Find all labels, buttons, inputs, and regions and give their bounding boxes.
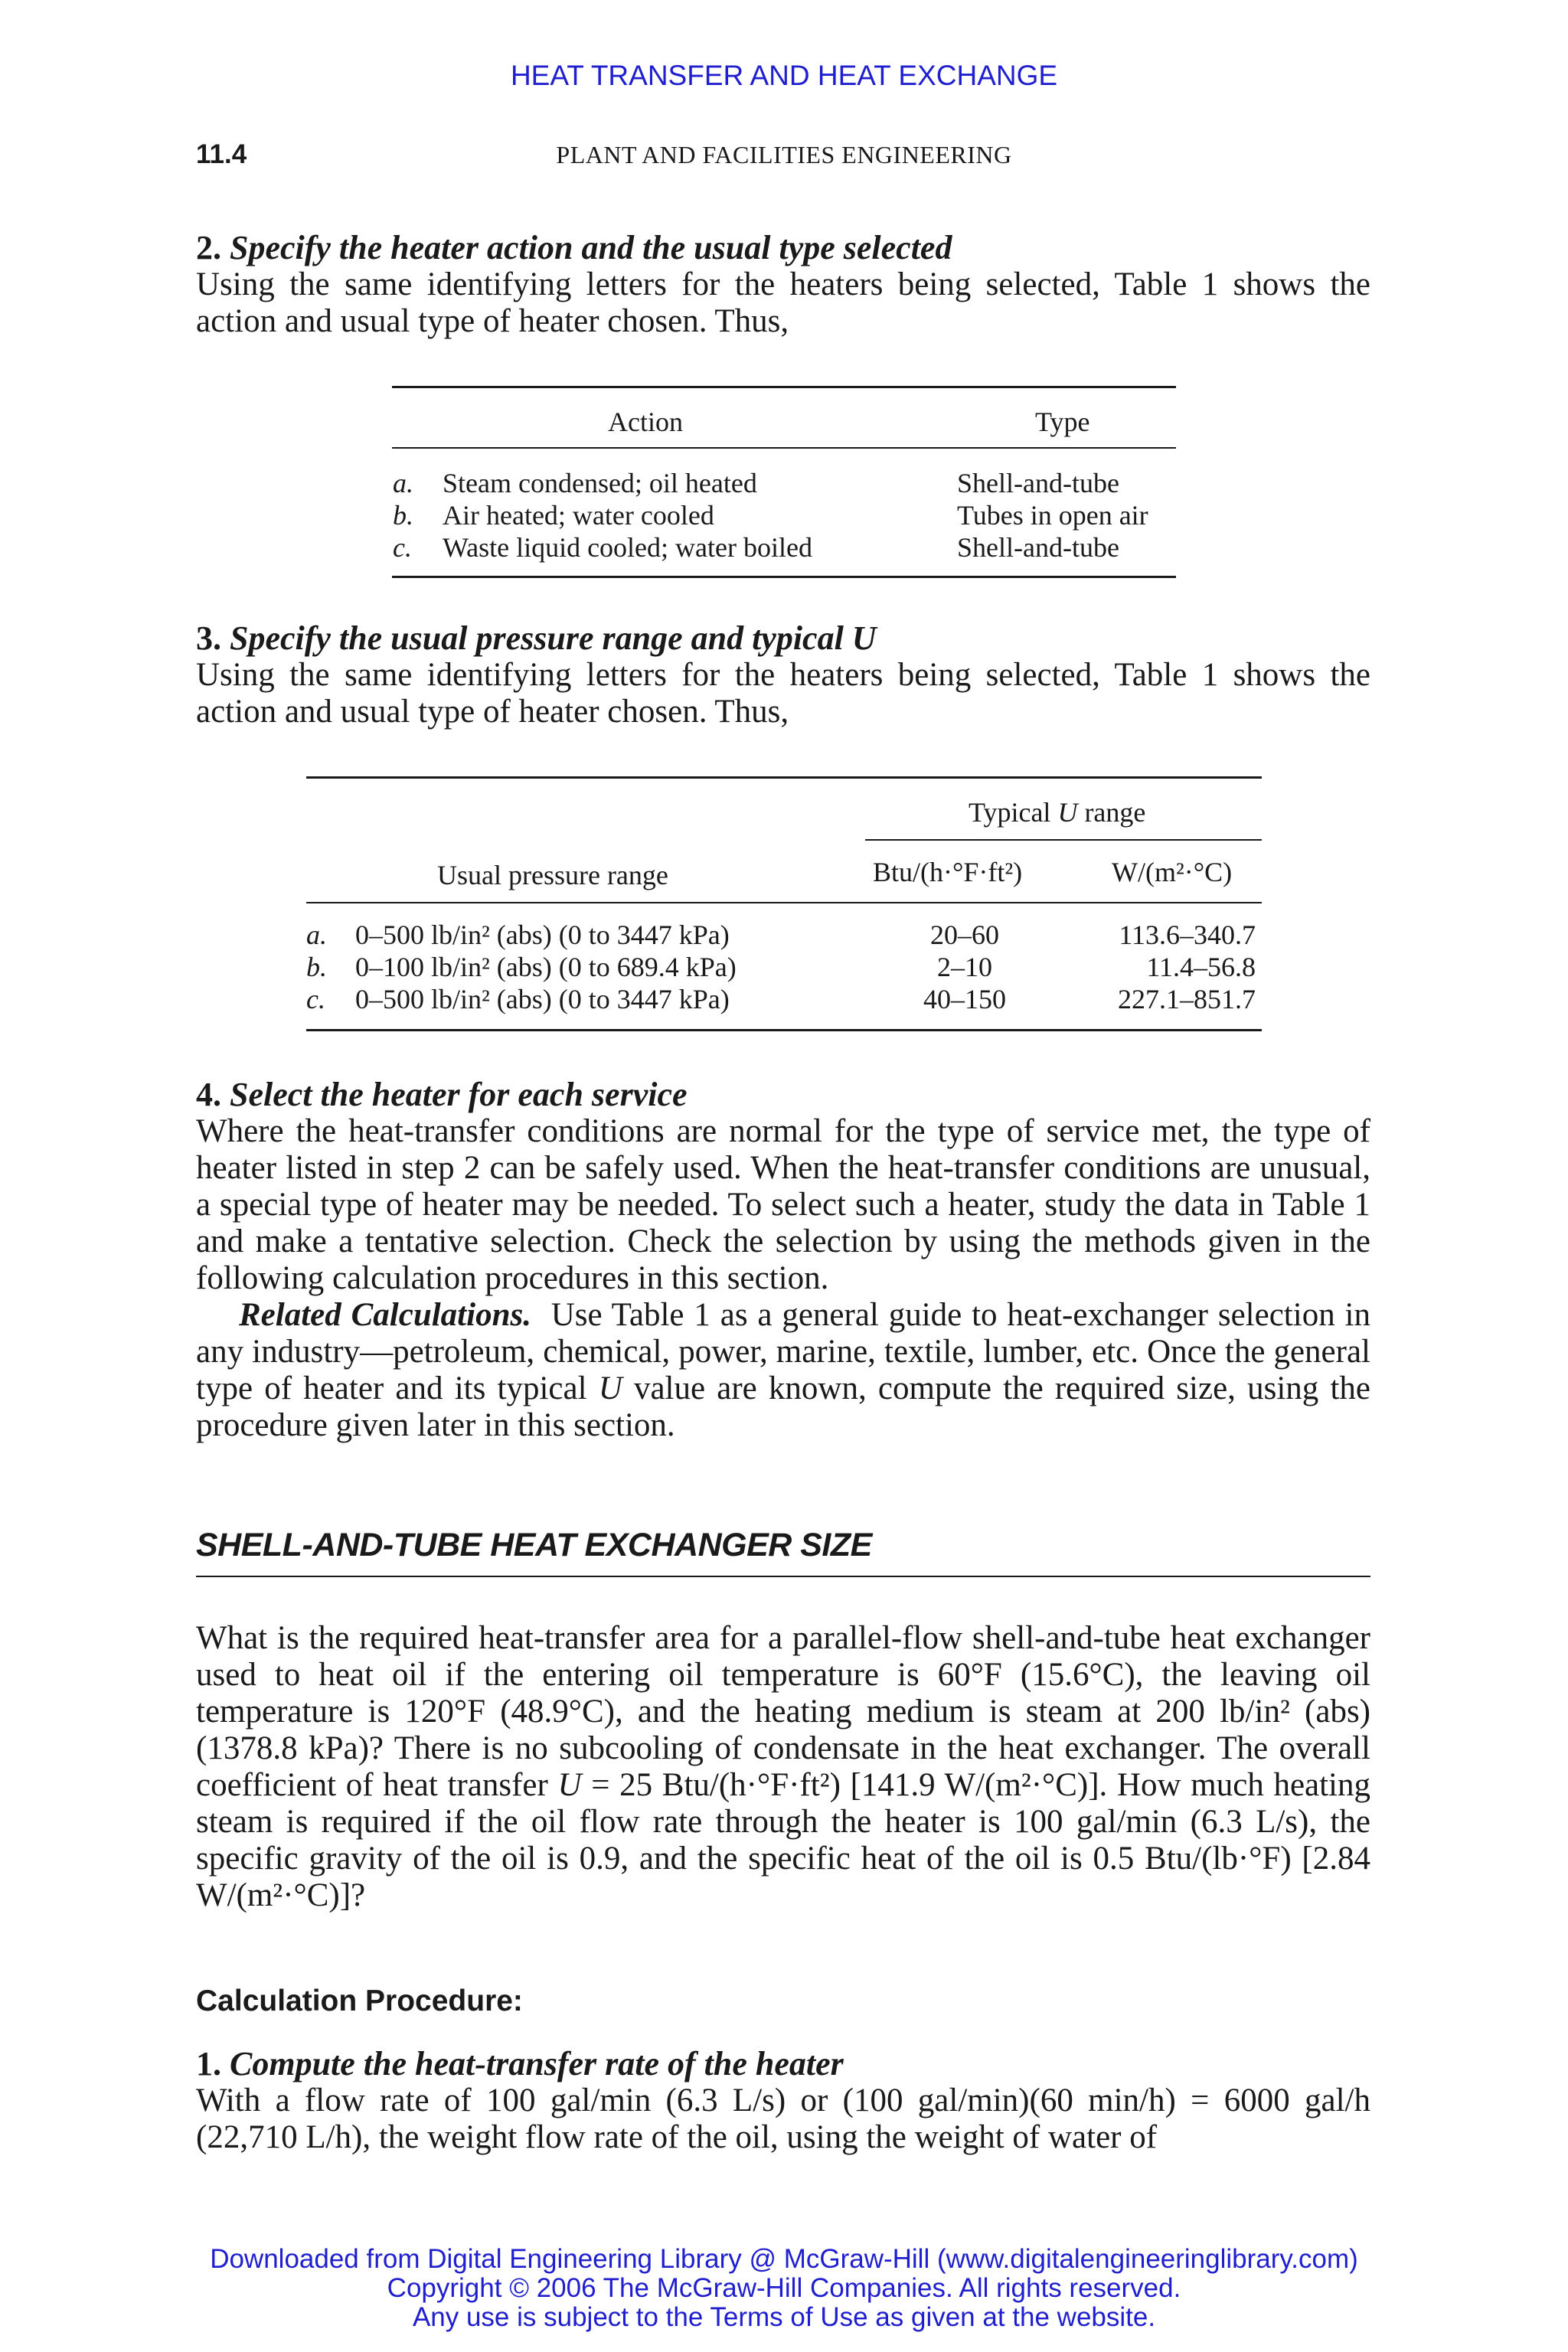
table2-bottom-rule xyxy=(306,1029,1262,1031)
table2-header-btu: Btu/(h·°F·ft²) xyxy=(873,857,1023,887)
step2-title: Specify the heater action and the usual type selected xyxy=(230,229,952,266)
table2-row-btu: 40–150 xyxy=(923,984,1006,1014)
table1-row-type: Tubes in open air xyxy=(957,500,1148,531)
table2-header-pressure: Usual pressure range xyxy=(437,860,668,890)
problem-text-1: What is the required heat-transfer area for a parallel-flow shell-and-tube heat exchanger used to heat oil if the entering oil temperature is 60°F (15.6°C), the leaving oil temperature is 120°F (48.9°C), and the heating medium is steam at 200 lb/in² (abs) (1378.8 kPa)? There is no subcooling of condensate in the heat exchanger. The overall coefficient of heat transfer xyxy=(196,1620,1370,1803)
step3-heading xyxy=(196,619,877,658)
table2-row-w: 227.1–851.7 xyxy=(1118,984,1256,1014)
table2-row-pressure: 0–500 lb/in² (abs) (0 to 3447 kPa) xyxy=(355,920,730,950)
problem-u-symbol: U xyxy=(557,1767,582,1803)
table2-row-pressure: 0–500 lb/in² (abs) (0 to 3447 kPa) xyxy=(355,984,730,1014)
header-link-title[interactable]: HEAT TRANSFER AND HEAT EXCHANGE xyxy=(510,60,1058,91)
table2-group-header-pre: Typical xyxy=(969,797,1058,828)
table1-row-type: Shell-and-tube xyxy=(957,532,1119,563)
table2-row-letter: c. xyxy=(306,984,325,1014)
table2-row-btu: 20–60 xyxy=(930,920,999,950)
step3-number: 3. xyxy=(196,619,221,657)
section-title: SHELL-AND-TUBE HEAT EXCHANGER SIZE xyxy=(196,1527,872,1563)
table2-row-pressure: 0–100 lb/in² (abs) (0 to 689.4 kPa) xyxy=(355,952,737,982)
table1-header-type: Type xyxy=(1035,407,1090,437)
step4-heading xyxy=(196,1075,688,1114)
table1-row-type: Shell-and-tube xyxy=(957,468,1119,498)
related-calculations-label: Related Calculations. xyxy=(239,1297,531,1333)
table1-row-action: Waste liquid cooled; water boiled xyxy=(443,532,812,563)
related-calculations-paragraph xyxy=(196,1297,1370,1444)
step3-text: Using the same identifying letters for the heaters being selected, Table 1 shows the action and usual type of heater chosen. Thus, xyxy=(196,657,1370,730)
table1-row-action: Steam condensed; oil heated xyxy=(443,468,757,498)
calculation-procedure-heading: Calculation Procedure: xyxy=(196,1984,523,2017)
step2-text: Using the same identifying letters for the heaters being selected, Table 1 shows the action and usual type of heater chosen. Thus, xyxy=(196,266,1370,339)
table2-row-w: 11.4–56.8 xyxy=(1146,952,1256,982)
table2-top-rule xyxy=(306,776,1262,779)
step4-text: Where the heat-transfer conditions are normal for the type of service met, the type of heater listed in step 2 can be safely used. When the heat-transfer conditions are unusual, a special type of heater may be needed. To select such a heater, study the data in Table 1 and make a tentative selection. Check the selection by using the methods given in the following calculation procedures in this section. xyxy=(196,1113,1370,1296)
calc-step1-number: 1. xyxy=(196,2045,221,2082)
table1-bottom-rule xyxy=(392,576,1176,578)
step4-title: Select the heater for each service xyxy=(230,1076,688,1113)
table1-row-letter: a. xyxy=(393,468,413,498)
table1-row-letter: c. xyxy=(393,532,412,563)
table2-group-rule xyxy=(865,839,1262,841)
table2-row-letter: b. xyxy=(306,952,327,982)
calc-step1-text: With a flow rate of 100 gal/min (6.3 L/s) or (100 gal/min)(60 min/h) = 6000 gal/h (22,710 L/h), the weight flow rate of the oil, using the weight of water of xyxy=(196,2082,1370,2155)
table1-header-rule xyxy=(392,447,1176,449)
step3-title: Specify the usual pressure range and typical U xyxy=(230,619,877,657)
calc-step1-title: Compute the heat-transfer rate of the heater xyxy=(230,2045,844,2082)
table1-row-action: Air heated; water cooled xyxy=(443,500,714,531)
table2-header-rule xyxy=(306,902,1262,903)
related-text-1: Use Table 1 as a general guide to heat-exchanger selection in any industry—petroleum, chemical, power, marine, textile, lumber, etc. Once the general type of heater and its typical xyxy=(196,1297,1370,1406)
section-title-rule xyxy=(196,1576,1370,1577)
related-text-2: value are known, compute the required size, using the procedure given later in this section. xyxy=(196,1370,1370,1443)
related-u-symbol: U xyxy=(598,1370,622,1406)
table2-group-header-post: range xyxy=(1077,797,1146,828)
table2-header-w: W/(m²·°C) xyxy=(1112,857,1233,887)
table2-row-letter: a. xyxy=(306,920,327,950)
table2-row-w: 113.6–340.7 xyxy=(1119,920,1256,950)
page-number: 11.4 xyxy=(196,139,247,169)
footer-copyright: Copyright © 2006 The McGraw-Hill Companies. All rights reserved. xyxy=(387,2273,1181,2303)
step2-heading xyxy=(196,228,952,267)
table2-group-header-u: U xyxy=(1057,797,1078,828)
table1-top-rule xyxy=(392,386,1176,388)
section-problem xyxy=(196,1620,1370,1914)
problem-text-2: = 25 Btu/(h·°F·ft²) [141.9 W/(m²·°C)]. How much heating steam is required if the oil flow rate through the heater is 100 gal/min (6.3 L/s), the specific gravity of the oil is 0.9, and the specific heat of the oil is 0.5 Btu/(lb·°F) [2.84 W/(m²·°C)]? xyxy=(196,1767,1371,1913)
calc-step1-heading xyxy=(196,2044,844,2083)
step4-number: 4. xyxy=(196,1076,221,1113)
table1-row-letter: b. xyxy=(393,500,413,531)
step2-number: 2. xyxy=(196,229,221,266)
footer-terms: Any use is subject to the Terms of Use as given at the website. xyxy=(412,2302,1156,2332)
table2-group-header xyxy=(969,796,1145,828)
table1-header-action: Action xyxy=(608,407,683,437)
running-title: PLANT AND FACILITIES ENGINEERING xyxy=(556,141,1012,168)
table2-row-btu: 2–10 xyxy=(937,952,992,982)
footer-download-link[interactable]: Downloaded from Digital Engineering Library @ McGraw-Hill (www.digitalengineeringlibrary.com) xyxy=(210,2244,1358,2274)
